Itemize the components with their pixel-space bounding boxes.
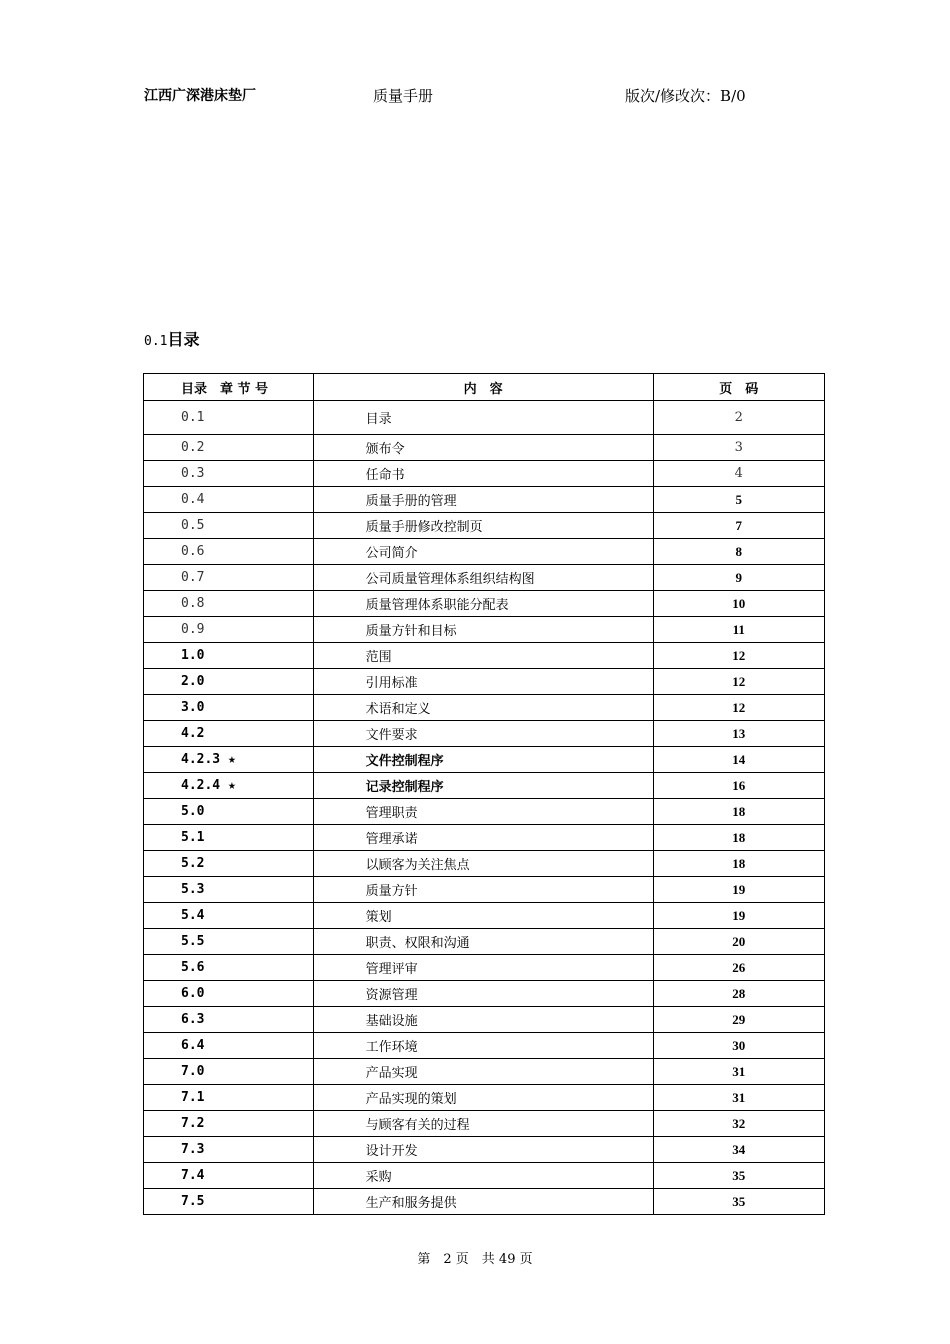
table-row (144, 591, 825, 617)
page-number: 30 (653, 1033, 824, 1059)
page-number: 13 (653, 721, 824, 747)
table-row (144, 617, 825, 643)
page-number: 16 (653, 773, 824, 799)
page-number: 3 (653, 435, 824, 461)
table-row (144, 643, 825, 669)
page-number: 2 (653, 401, 824, 435)
table-row (144, 721, 825, 747)
table-row (144, 435, 825, 461)
toc-table (143, 373, 825, 1215)
chapter-content: 目录 (313, 401, 653, 435)
table-row (144, 487, 825, 513)
chapter-content: 公司简介 (313, 539, 653, 565)
table-row (144, 695, 825, 721)
table-row (144, 539, 825, 565)
chapter-number: 0.6 (144, 539, 314, 565)
chapter-number: 7.0 (144, 1059, 314, 1085)
chapter-content: 质量方针和目标 (313, 617, 653, 643)
chapter-content: 管理承诺 (313, 825, 653, 851)
table-row (144, 1137, 825, 1163)
table-row (144, 401, 825, 435)
header-chapter: 目录 章 节 号 (144, 374, 314, 401)
table-row (144, 747, 825, 773)
chapter-number: 1.0 (144, 643, 314, 669)
chapter-number: 5.6 (144, 955, 314, 981)
header-content: 内 容 (313, 374, 653, 401)
page-number: 8 (653, 539, 824, 565)
page-number: 34 (653, 1137, 824, 1163)
section-title: 目录 (167, 330, 200, 349)
page-number: 12 (653, 669, 824, 695)
chapter-content: 资源管理 (313, 981, 653, 1007)
chapter-content: 管理职责 (313, 799, 653, 825)
page-number: 4 (653, 461, 824, 487)
table-row (144, 669, 825, 695)
chapter-number: 6.0 (144, 981, 314, 1007)
section-number: 0.1 (144, 334, 168, 349)
chapter-content: 生产和服务提供 (313, 1189, 653, 1215)
chapter-content: 公司质量管理体系组织结构图 (313, 565, 653, 591)
chapter-number: 4.2.3 ★ (144, 747, 314, 773)
company-name: 江西广深港床垫厂 (144, 88, 256, 104)
table-row (144, 1111, 825, 1137)
page-number: 31 (653, 1085, 824, 1111)
table-row (144, 1189, 825, 1215)
chapter-content: 策划 (313, 903, 653, 929)
page-number: 7 (653, 513, 824, 539)
chapter-number: 6.4 (144, 1033, 314, 1059)
chapter-number: 7.2 (144, 1111, 314, 1137)
chapter-content: 文件控制程序 (313, 747, 653, 773)
page-number: 20 (653, 929, 824, 955)
page-number: 12 (653, 643, 824, 669)
chapter-number: 0.7 (144, 565, 314, 591)
table-row (144, 877, 825, 903)
chapter-content: 产品实现 (313, 1059, 653, 1085)
chapter-content: 采购 (313, 1163, 653, 1189)
chapter-number: 0.1 (144, 401, 314, 435)
chapter-content: 质量手册修改控制页 (313, 513, 653, 539)
table-row (144, 851, 825, 877)
chapter-content: 记录控制程序 (313, 773, 653, 799)
chapter-number: 2.0 (144, 669, 314, 695)
chapter-content: 职责、权限和沟通 (313, 929, 653, 955)
chapter-number: 0.9 (144, 617, 314, 643)
document-title: 质量手册 (373, 87, 434, 105)
page-number: 18 (653, 799, 824, 825)
chapter-number: 0.8 (144, 591, 314, 617)
page-number: 10 (653, 591, 824, 617)
chapter-number: 0.5 (144, 513, 314, 539)
page-number: 26 (653, 955, 824, 981)
header-page: 页 码 (653, 374, 824, 401)
page-number: 18 (653, 851, 824, 877)
page-number: 14 (653, 747, 824, 773)
chapter-number: 0.3 (144, 461, 314, 487)
table-row (144, 929, 825, 955)
chapter-content: 质量管理体系职能分配表 (313, 591, 653, 617)
chapter-content: 范围 (313, 643, 653, 669)
chapter-number: 5.2 (144, 851, 314, 877)
chapter-number: 7.3 (144, 1137, 314, 1163)
chapter-number: 7.1 (144, 1085, 314, 1111)
chapter-content: 工作环境 (313, 1033, 653, 1059)
table-row (144, 1007, 825, 1033)
chapter-number: 3.0 (144, 695, 314, 721)
chapter-content: 颁布令 (313, 435, 653, 461)
page-number: 12 (653, 695, 824, 721)
table-row (144, 981, 825, 1007)
chapter-content: 与顾客有关的过程 (313, 1111, 653, 1137)
chapter-content: 质量手册的管理 (313, 487, 653, 513)
chapter-number: 5.0 (144, 799, 314, 825)
chapter-content: 管理评审 (313, 955, 653, 981)
table-row (144, 1033, 825, 1059)
table-row (144, 825, 825, 851)
table-row (144, 799, 825, 825)
table-row (144, 461, 825, 487)
table-row (144, 903, 825, 929)
page-number: 9 (653, 565, 824, 591)
chapter-number: 0.2 (144, 435, 314, 461)
section-heading (144, 327, 200, 350)
chapter-number: 5.3 (144, 877, 314, 903)
chapter-number: 4.2 (144, 721, 314, 747)
chapter-number: 6.3 (144, 1007, 314, 1033)
chapter-content: 基础设施 (313, 1007, 653, 1033)
table-row (144, 513, 825, 539)
table-row (144, 773, 825, 799)
page-number: 35 (653, 1163, 824, 1189)
chapter-content: 设计开发 (313, 1137, 653, 1163)
chapter-content: 引用标准 (313, 669, 653, 695)
page-number: 31 (653, 1059, 824, 1085)
table-row (144, 1085, 825, 1111)
chapter-content: 术语和定义 (313, 695, 653, 721)
version-info: 版次/修改次：B/0 (625, 87, 746, 105)
page-number: 19 (653, 877, 824, 903)
chapter-number: 5.4 (144, 903, 314, 929)
chapter-content: 文件要求 (313, 721, 653, 747)
chapter-number: 4.2.4 ★ (144, 773, 314, 799)
toc-header-row (144, 374, 825, 401)
table-row (144, 955, 825, 981)
page-number: 18 (653, 825, 824, 851)
chapter-number: 7.4 (144, 1163, 314, 1189)
page-number: 19 (653, 903, 824, 929)
chapter-content: 产品实现的策划 (313, 1085, 653, 1111)
page-footer: 第 2 页 共 49 页 (417, 1252, 533, 1267)
table-row (144, 565, 825, 591)
chapter-number: 5.1 (144, 825, 314, 851)
page-number: 28 (653, 981, 824, 1007)
table-row (144, 1163, 825, 1189)
page-number: 5 (653, 487, 824, 513)
page-number: 35 (653, 1189, 824, 1215)
chapter-number: 5.5 (144, 929, 314, 955)
toc-body (144, 401, 825, 1215)
chapter-content: 以顾客为关注焦点 (313, 851, 653, 877)
table-row (144, 1059, 825, 1085)
chapter-content: 质量方针 (313, 877, 653, 903)
page-number: 29 (653, 1007, 824, 1033)
chapter-number: 0.4 (144, 487, 314, 513)
page-number: 11 (653, 617, 824, 643)
page-number: 32 (653, 1111, 824, 1137)
chapter-number: 7.5 (144, 1189, 314, 1215)
chapter-content: 任命书 (313, 461, 653, 487)
